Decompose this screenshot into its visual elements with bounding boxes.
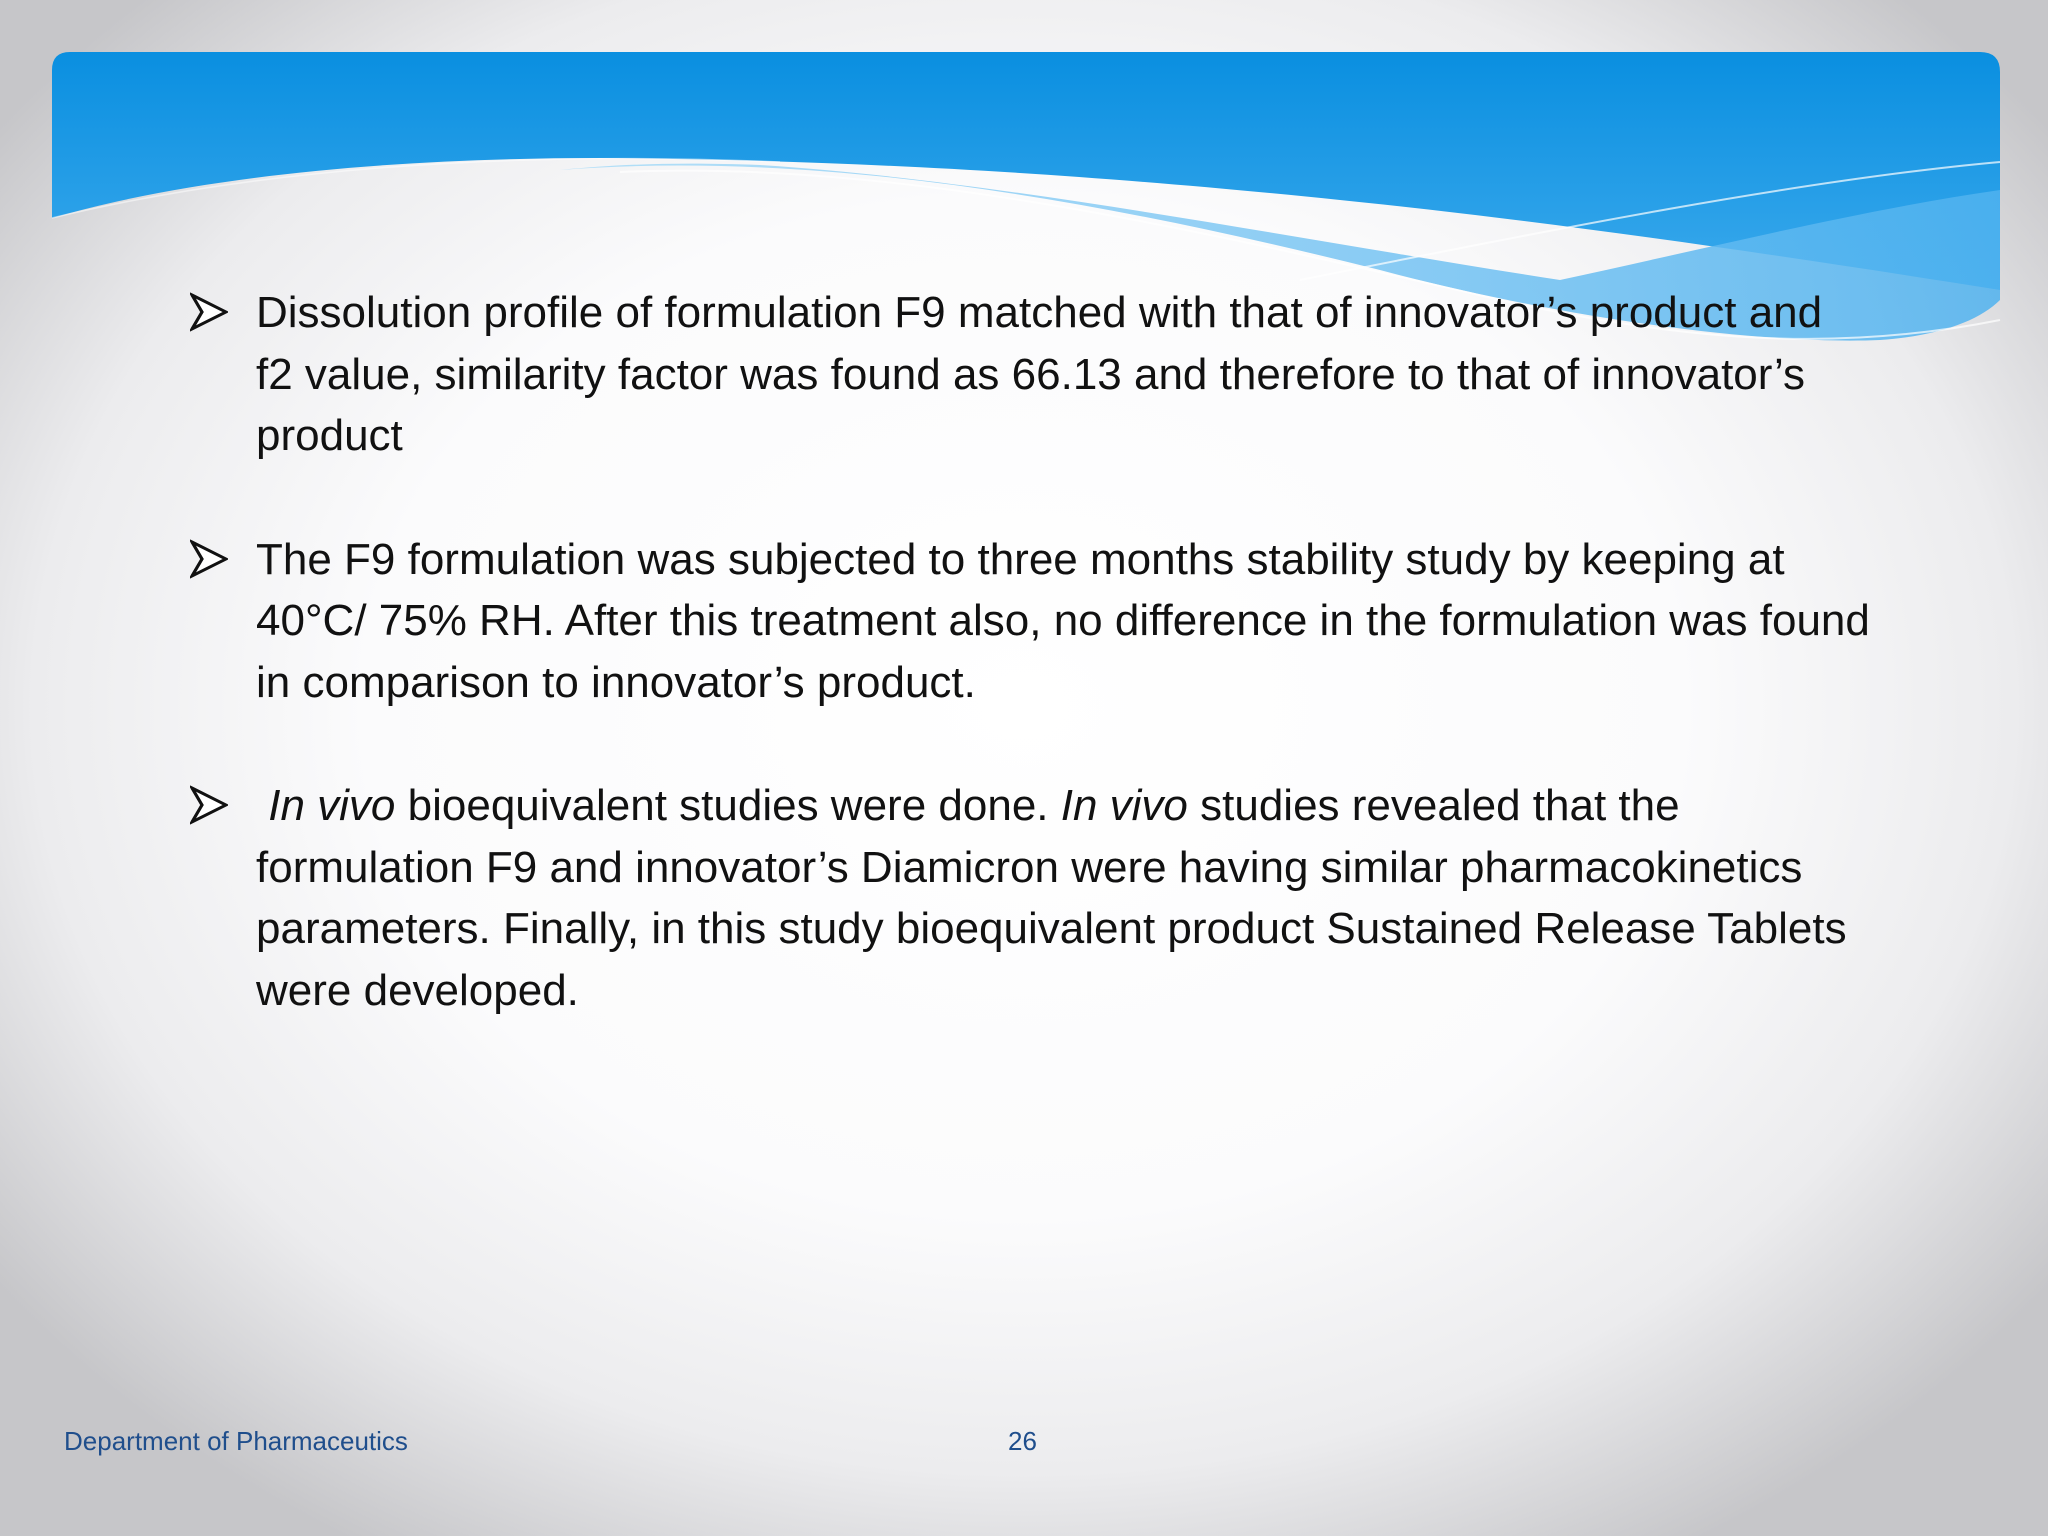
page-number: 26	[1008, 1426, 1037, 1456]
bullet-item	[190, 282, 1870, 467]
bullet-text: The F9 formulation was subjected to three months stability study by keeping at 40°C/ 75% RH. After this treatment also, no difference in the formulation was found in comparison to innovator’s product.	[256, 534, 1870, 707]
bullet-text	[256, 781, 1847, 1015]
bullet-list	[190, 282, 1870, 1083]
bullet-text-part: studies revealed that the formulation F9 and innovator’s Diamicron were having similar pharmacokinetics parameters. Finally, in this study bioequivalent product Sustained Release Tablets were developed.	[256, 781, 1847, 1015]
bullet-item	[190, 529, 1870, 714]
bullet-text-part: bioequivalent studies were done.	[395, 781, 1061, 830]
bullet-item	[190, 775, 1870, 1021]
arrowhead-bullet-icon	[190, 539, 228, 579]
footer-department: Department of Pharmaceutics	[64, 1426, 408, 1456]
arrowhead-bullet-icon	[190, 785, 228, 825]
arrowhead-bullet-icon	[190, 292, 228, 332]
italic-term: In vivo	[268, 781, 396, 830]
italic-term: In vivo	[1060, 781, 1188, 830]
bullet-text: Dissolution profile of formulation F9 matched with that of innovator’s product and f2 value, similarity factor was found as 66.13 and therefore to that of innovator’s product	[256, 288, 1823, 460]
